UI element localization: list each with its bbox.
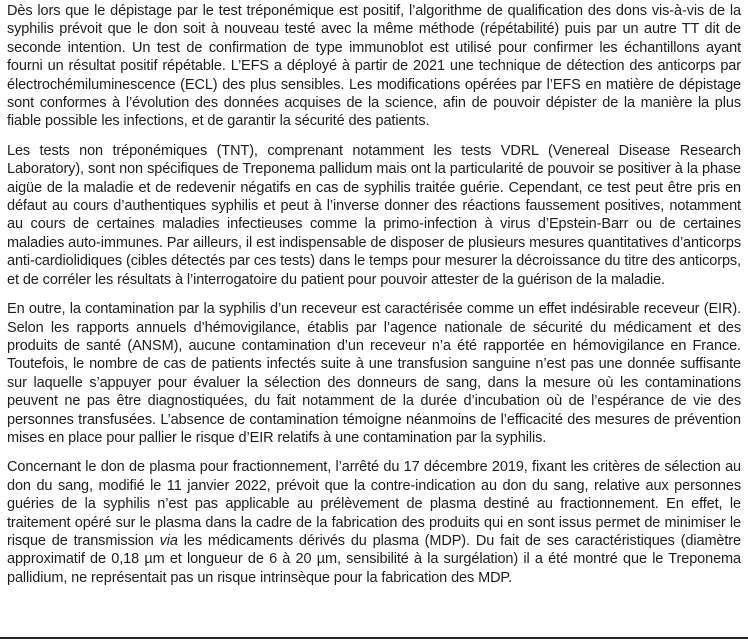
text-run: Dès lors que le dépistage par le test tréponémique est positif, l’algorithme de qualification des dons vis-à-vis de la syphilis prévoit que le don soit à nouveau testé avec la même méthode (répétabilité) puis par un autre TT dit de seconde intention. Un test de confirmation de type immunoblot est utilisé pour confirmer les échantillons ayant fourni un résultat positif répétable. L’EFS a déployé à partir de 2021 une technique de détection des anticorps par électrochémiluminescence (ECL) des plus sensibles. Les modifications opérées par l’EFS en matière de dépistage sont conformes à l’évolution des données acquises de la science, afin de pouvoir dépister de la manière la plus fiable possible les infections, et de garantir la sécurité des patients. — [7, 3, 741, 130]
paragraph — [7, 142, 741, 289]
text-run: Les tests non tréponémiques (TNT), comprenant notamment les tests VDRL (Venereal Disease Research Laboratory), sont non spécifiques de Treponema pallidum mais ont la particularité de pouvoir se positiver à la phase aigüe de la maladie et de redevenir négatifs en cas de syphilis traitée guérie. Cependant, ce test peut être pris en défaut au cours d’authentiques syphilis et peut à l’inverse donner des réactions faussement positives, notamment au cours de certaines maladies infectieuses comme la primo-infection à virus d’Epstein-Barr ou de certaines maladies auto-immunes. Par ailleurs, il est indispensable de disposer de plusieurs mesures quantitatives d’anticorps anti-cardiolidiques (cibles détectés par ces tests) dans le temps pour mesurer la décroissance du titre des anticorps, et de corréler les résultats à l’interrogatoire du patient pour pouvoir attester de la guérison de la maladie. — [7, 142, 741, 288]
italic-text-run: via — [159, 532, 178, 549]
paragraph — [7, 300, 741, 447]
text-run: les médicaments dérivés du plasma (MDP). Du fait de ses caractéristiques (diamètre approximatif de 0,18 µm et longueur de 6 à 20 µm, sensibilité à la surgélation) il a été montré que le Treponema pallidium, ne représentait pas un risque intrinsèque pour la fabrication des MDP. — [7, 532, 742, 586]
text-run: Concernant le don de plasma pour fractionnement, l’arrêté du 17 décembre 2019, fixant les critères de sélection au don du sang, modifié le 11 janvier 2022, prévoit que la contre-indication au don du sang, relative aux personnes guéries de la syphilis n’est pas applicable au prélèvement de plasma destiné au fractionnement. En effet, le traitement opéré sur le plasma dans la cadre de la fabrication des produits qui en sont issus permet de minimiser le risque de transmission — [7, 459, 741, 549]
paragraph — [7, 458, 741, 587]
bottom-rule — [0, 637, 748, 639]
paragraph — [7, 2, 741, 131]
text-run: En outre, la contamination par la syphilis d’un receveur est caractérisée comme un effet indésirable receveur (EIR). Selon les rapports annuels d’hémovigilance, établis par l’agence nationale de sécurité du médicament et des produits de santé (ANSM), aucune contamination d’un receveur n’a été rapportée en hémovigilance en France. Toutefois, le nombre de cas de patients infectés suite à une transfusion sanguine n’est pas une donnée suffisante sur laquelle s’appuyer pour évaluer la sélection des donneurs de sang, dans la mesure où les contaminations peuvent ne pas être diagnostiquées, du fait notamment de la durée d’incubation où de l’espérance de vie des personnes transfusées. L’absence de contamination témoigne néanmoins de l’efficacité des mesures de prévention mises en place pour pallier le risque d’EIR relatifs à une contamination par la syphilis. — [7, 301, 741, 446]
